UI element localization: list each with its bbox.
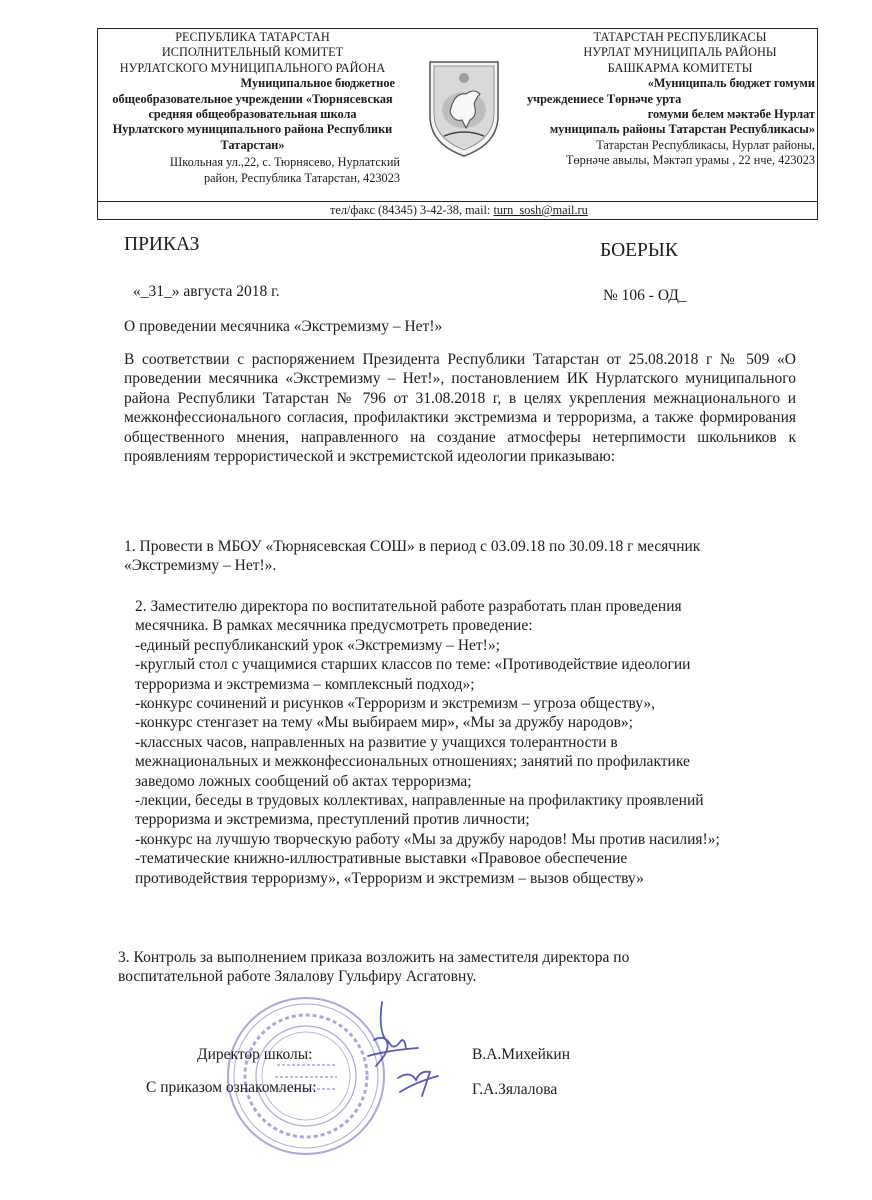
- org-line: БАШКАРМА КОМИТЕТЫ: [607, 60, 753, 75]
- contact-line: [330, 203, 588, 218]
- item-line: -конкурс на лучшую творческую работу «Мы за дружбу народов! Мы против насилия!»;: [135, 830, 720, 848]
- address-line: Школьная ул.,22, с. Тюрнясево, Нурлатский: [169, 155, 400, 170]
- order-subject: О проведении месячника «Экстремизму – Нет!»: [124, 318, 443, 335]
- contact-email-link[interactable]: turn_sosh@mail.ru: [493, 203, 588, 217]
- org-line: РЕСПУБЛИКА ТАТАРСТАН: [175, 30, 330, 44]
- item-line: -тематические книжно-иллюстративные выставки «Правовое обеспечение: [135, 850, 628, 868]
- item-1: [124, 537, 796, 576]
- director-name: В.А.Михейкин: [472, 1046, 571, 1063]
- school-line: Муниципальное бюджетное: [240, 76, 395, 91]
- item-line: месячника. В рамках месячника предусмотреть проведение:: [135, 617, 533, 635]
- school-line: учреждениесе Төрнәче урта: [527, 91, 682, 106]
- director-label: Директор школы:: [197, 1046, 313, 1063]
- item-line: терроризма и экстремизма, преступлений против личности;: [135, 811, 530, 829]
- letterhead-right: [527, 30, 815, 169]
- preamble-paragraph: В соответствии с распоряжением Президента Республики Татарстан от 25.08.2018 г № 509 «О проведении месячника «Экстремизму – Нет!», постановлением ИК Нурлатского муниципального района Республики Татарстан № 796 от 31.08.2018 г, в целях укрепления межнационального и межконфессионального согласия, профилактики экстремизма и терроризма, а также формирования общественного мнения, направленного на создание атмосферы нетерпимости школьников к проявлениям террористической и экстремистской идеологии приказываю:: [124, 351, 796, 466]
- contact-phone: тел/факс (84345) 3-42-38, mail:: [330, 203, 494, 217]
- org-line: НУРЛАТСКОГО МУНИЦИПАЛЬНОГО РАЙОНА: [119, 60, 386, 75]
- letterhead-divider: [97, 201, 818, 202]
- school-line: Татарстан»: [220, 137, 285, 152]
- coat-of-arms-icon: [424, 58, 504, 158]
- item-2: [135, 597, 795, 888]
- order-title: ПРИКАЗ: [124, 234, 200, 255]
- item-line: -конкурс сочинений и рисунков «Терроризм и экстремизм – угроза обществу»,: [135, 695, 656, 713]
- address-line: Төрнәче авылы, Мәктәп урамы , 22 нче, 423023: [566, 153, 815, 168]
- item-line: 2. Заместителю директора по воспитательной работе разработать план проведения: [135, 598, 682, 615]
- item-line: 3. Контроль за выполнением приказа возложить на заместителя директора по: [118, 949, 630, 966]
- item-line: -единый республиканский урок «Экстремизму – Нет!»;: [135, 636, 500, 654]
- item-line: -лекции, беседы в трудовых коллективах, направленные на профилактику проявлений: [135, 792, 704, 810]
- item-line: заведомо ложных сообщений об актах терроризма;: [135, 772, 472, 790]
- item-line: противодействия терроризму», «Терроризм и экстремизм – вызов обществу»: [135, 869, 644, 887]
- school-line: Нурлатского муниципального района Республики: [112, 122, 393, 137]
- org-line: ИСПОЛНИТЕЛЬНЫЙ КОМИТЕТ: [161, 45, 344, 60]
- item-line: межнациональных и межконфессиональных отношениях; занятий по профилактике: [135, 753, 690, 771]
- org-line: ТАТАРСТАН РЕСПУБЛИКАСЫ: [593, 30, 767, 44]
- order-date: «_31_» августа 2018 г.: [133, 283, 280, 300]
- school-line: гомуми белем мәктәбе Нурлат: [647, 107, 815, 122]
- acknowledged-label: С приказом ознакомлены:: [146, 1079, 317, 1096]
- item-line: «Экстремизму – Нет!».: [124, 557, 277, 575]
- address-line: Татарстан Республикасы, Нурлат районы,: [596, 137, 815, 152]
- address-line: район, Республика Татарстан, 423023: [203, 170, 400, 185]
- item-line: терроризма и экстремизма – комплексный подход»;: [135, 675, 475, 693]
- order-number: № 106 - ОД_: [603, 287, 687, 304]
- school-line: средняя общеобразовательная школа: [148, 107, 357, 122]
- item-line: -конкурс стенгазет на тему «Мы выбираем мир», «Мы за дружбу народов»;: [135, 714, 633, 732]
- item-3: [118, 948, 790, 987]
- signature-icon: [360, 1000, 480, 1110]
- letterhead-left: [100, 30, 405, 186]
- acknowledged-name: Г.А.Зялалова: [472, 1081, 558, 1098]
- item-line: -классных часов, направленных на развитие у учащихся толерантности в: [135, 733, 618, 751]
- item-line: -круглый стол с учащимися старших классов по теме: «Противодействие идеологии: [135, 656, 691, 674]
- order-title-tatar: БОЕРЫК: [600, 240, 678, 261]
- item-line: воспитательной работе Зялалову Гульфиру Асгатовну.: [118, 968, 477, 986]
- school-line: «Муниципаль бюджет гомуми: [647, 76, 815, 91]
- item-line: 1. Провести в МБОУ «Тюрнясевская СОШ» в период с 03.09.18 по 30.09.18 г месячник: [124, 538, 701, 555]
- school-line: общеобразовательное учреждении «Тюрнясевская: [112, 91, 393, 106]
- school-line: муниципаль районы Татарстан Республикасы»: [549, 122, 815, 137]
- org-line: НУРЛАТ МУНИЦИПАЛЬ РАЙОНЫ: [583, 45, 777, 60]
